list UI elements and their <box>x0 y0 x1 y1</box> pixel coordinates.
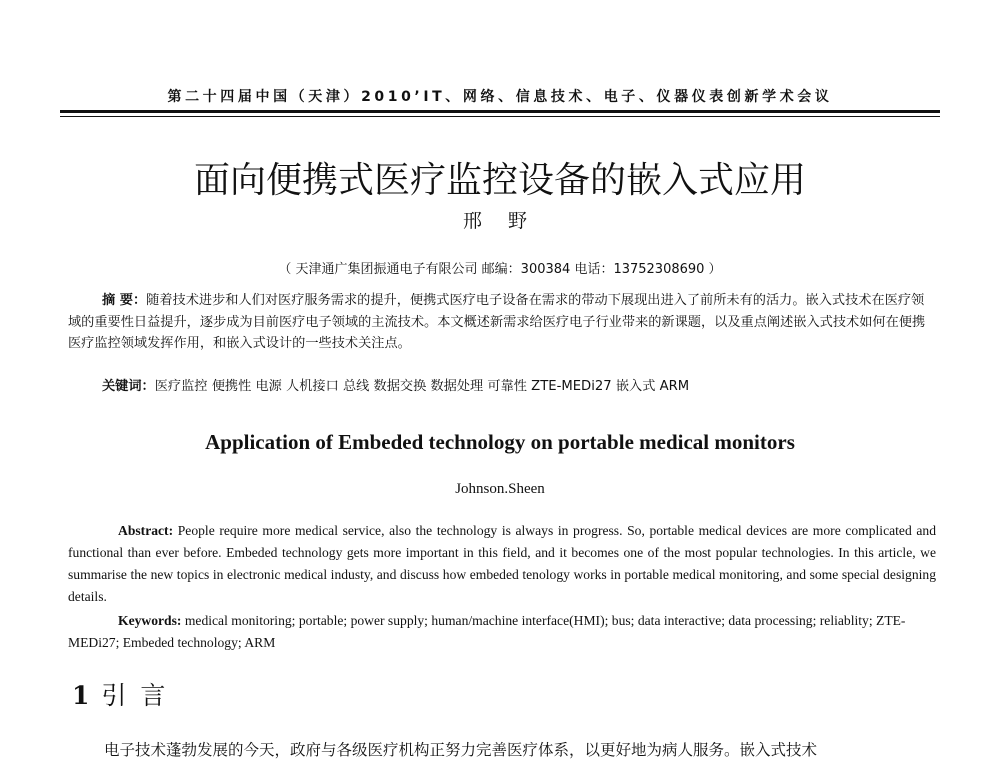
abstract-english-text: People require more medical service, also the technology is always in progress. So, portable medical devices are more complicated and functional than ever before. Embeded technology gets more important in this field, and it becomes one of the most popular technologies. In this article, we summarise the new topics in electronic medical industy, and discuss how embeded tenology works in portable medical monitoring, and some special designing details. <box>68 523 936 604</box>
keywords-chinese-label: 关键词： <box>102 379 155 394</box>
keywords-chinese-text: 医疗监控 便携性 电源 人机接口 总线 数据交换 数据处理 可靠性 ZTE-MEDi27 嵌入式 ARM <box>154 379 690 394</box>
section-1-title: 引言 <box>101 681 180 710</box>
keywords-english <box>68 610 936 654</box>
header-rule-thin <box>60 116 940 117</box>
keywords-english-label: Keywords: <box>118 613 182 628</box>
abstract-english-label: Abstract: <box>118 523 174 538</box>
title-english: Application of Embeded technology on portable medical monitors <box>205 430 795 454</box>
author-english: Johnson.Sheen <box>455 481 545 497</box>
section-1-number: 1 <box>72 681 90 710</box>
header-rule-thick <box>60 110 940 113</box>
abstract-chinese <box>68 290 936 355</box>
title-chinese: 面向便携式医疗监控设备的嵌入式应用 <box>193 160 806 201</box>
abstract-chinese-label: 摘 要： <box>102 293 147 308</box>
keywords-chinese <box>68 375 936 394</box>
keywords-english-text: medical monitoring; portable; power supply; human/machine interface(HMI); bus; data interactive; data processing; reliablity; ZTE-MEDi27; Embeded technology; ARM <box>68 613 906 650</box>
affiliation-chinese: （ 天津通广集团振通电子有限公司 邮编：300384 电话：13752308690 ） <box>278 262 722 277</box>
conference-header: 第二十四届中国（天津）2010’IT、网络、信息技术、电子、仪器仪表创新学术会议 <box>167 89 833 105</box>
abstract-chinese-text: 随着技术进步和人们对医疗服务需求的提升，便携式医疗电子设备在需求的带动下展现出进入了前所未有的活力。嵌入式技术在医疗领域的重要性日益提升，逐步成为目前医疗电子领域的主流技术。本文概述新需求给医疗电子行业带来的新课题，以及重点阐述嵌入式技术如何在便携医疗监控领域发挥作用，和嵌入式设计的一些技术关注点。 <box>68 293 926 351</box>
abstract-english <box>68 520 936 608</box>
section-1-heading <box>72 676 179 712</box>
author-chinese: 邢 野 <box>462 210 538 232</box>
body-paragraph: 电子技术蓬勃发展的今天，政府与各级医疗机构正努力完善医疗体系，以更好地为病人服务。嵌入式技术 <box>104 741 818 759</box>
